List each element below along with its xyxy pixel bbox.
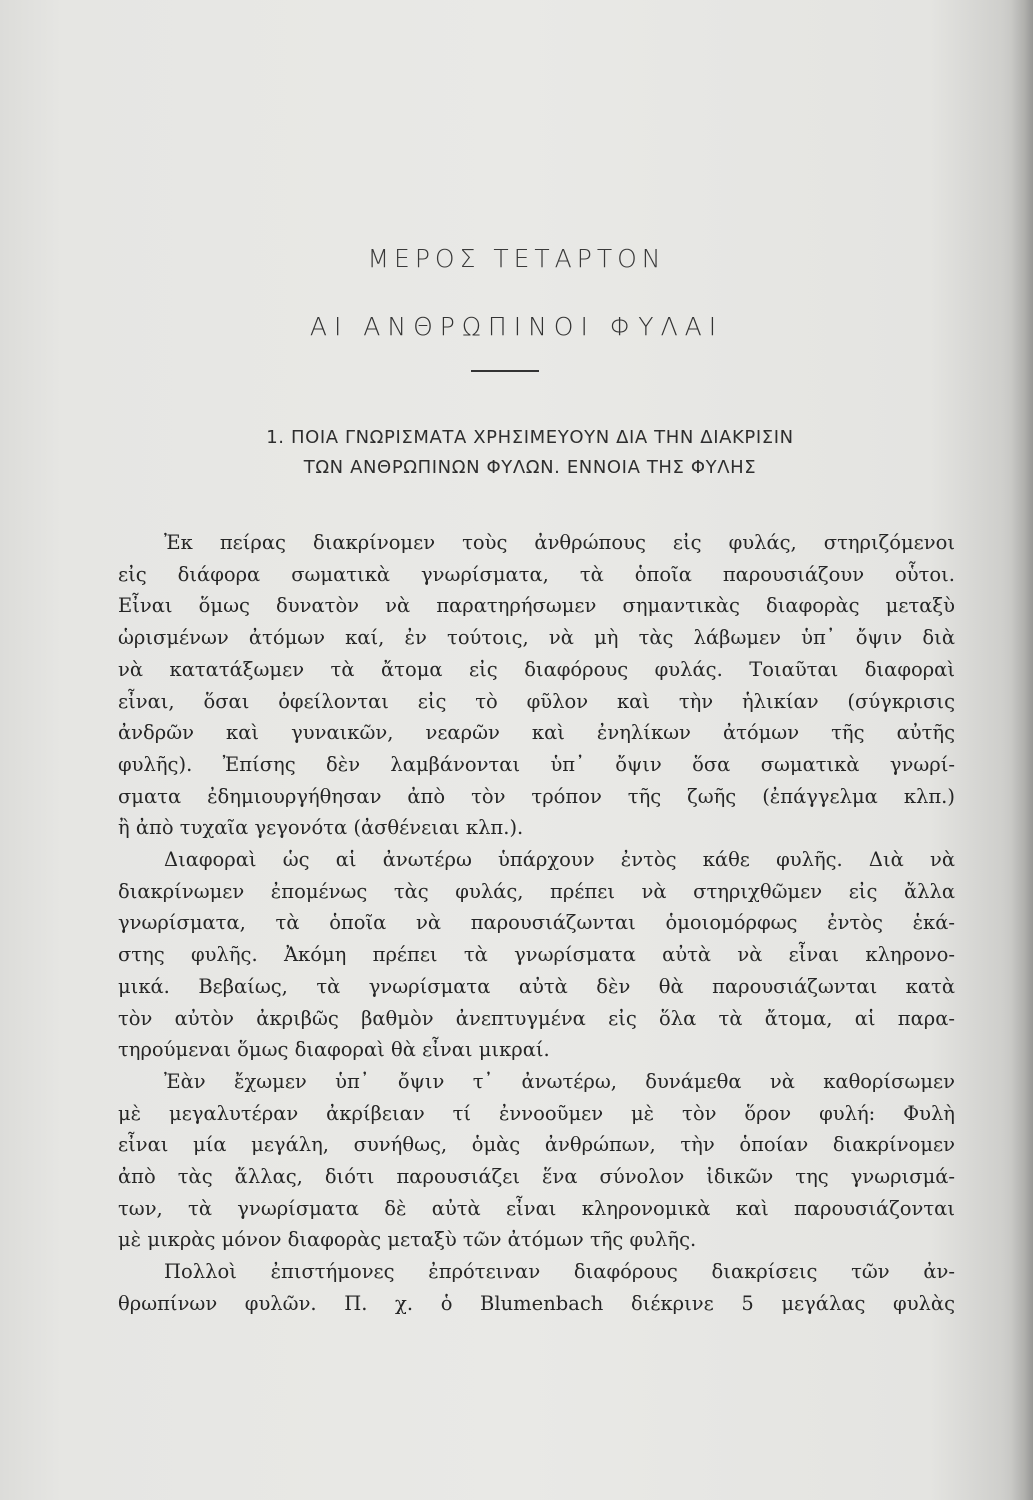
body-text (118, 527, 955, 1320)
text-line: Εἶναι ὅμως δυνατὸν νὰ παρατηρήσωμεν σημαντικὰς διαφορὰς μεταξὺ (118, 594, 955, 618)
chapter-heading (190, 423, 870, 483)
text-line: μὲ μικρὰς μόνον διαφορὰς μεταξὺ τῶν ἀτόμων τῆς φυλῆς. (118, 1228, 697, 1252)
text-line: Ἐκ πείρας διακρίνομεν τοὺς ἀνθρώπους εἰς φυλάς, στηριζόμενοι (164, 531, 955, 554)
text-line: νὰ κατατάξωμεν τὰ ἄτομα εἰς διαφόρους φυλάς. Τοιαῦται διαφοραὶ (118, 657, 955, 681)
text-line: Πολλοὶ ἐπιστήμονες ἐπρότειναν διαφόρους διακρίσεις τῶν ἀν- (164, 1260, 955, 1284)
text-line: γνωρίσματα, τὰ ὁποῖα νὰ παρουσιάζωνται ὁμοιομόρφως ἐντὸς ἑκά- (118, 911, 955, 935)
text-line: διακρίνωμεν ἐπομένως τὰς φυλάς, πρέπει νὰ στηριχθῶμεν εἰς ἄλλα (118, 879, 955, 903)
text-line: εἰς διάφορα σωματικὰ γνωρίσματα, τὰ ὁποῖα παρουσιάζουν οὗτοι. (118, 562, 955, 586)
page-gutter-shadow (1011, 0, 1033, 1500)
text-line: εἶναι μία μεγάλη, συνήθως, ὁμὰς ἀνθρώπων, τὴν ὁποίαν διακρίνομεν (118, 1133, 955, 1157)
text-line: ἢ ἀπὸ τυχαῖα γεγονότα (ἀσθένειαι κλπ.). (118, 816, 524, 840)
part-title: ΜΕΡΟΣ ΤΕΤΑΡΤΟΝ (367, 244, 666, 273)
text-line: Ἐὰν ἔχωμεν ὑπ᾿ ὄψιν τ᾿ ἀνωτέρω, δυνάμεθα νὰ καθορίσωμεν (164, 1069, 955, 1093)
section-title: ΑΙ ΑΝΘΡΩΠΙΝΟΙ ΦΥΛΑΙ (309, 312, 724, 341)
chapter-heading-line: 1. ΠΟΙΑ ΓΝΩΡΙΣΜΑΤΑ ΧΡΗΣΙΜΕΥΟΥΝ ΔΙΑ ΤΗΝ ΔΙΑΚΡΙΣΙΝ (266, 427, 794, 448)
text-line: Διαφοραὶ ὡς αἱ ἀνωτέρω ὑπάρχουν ἐντὸς κάθε φυλῆς. Διὰ νὰ (164, 848, 955, 872)
text-line: εἶναι, ὅσαι ὀφείλονται εἰς τὸ φῦλον καὶ τὴν ἡλικίαν (σύγκρισις (118, 689, 955, 713)
text-line: στης φυλῆς. Ἀκόμη πρέπει τὰ γνωρίσματα αὐτὰ νὰ εἶναι κληρονο- (118, 943, 955, 967)
paragraph (118, 527, 955, 844)
paragraph (118, 844, 955, 1066)
text-line: μὲ μεγαλυτέραν ἀκρίβειαν τί ἐννοοῦμεν μὲ τὸν ὅρον φυλή: Φυλὴ (118, 1101, 955, 1125)
text-line: φυλῆς). Ἐπίσης δὲν λαμβάνονται ὑπ᾿ ὄψιν ὅσα σωματικὰ γνωρί- (118, 752, 955, 776)
text-line: ἀνδρῶν καὶ γυναικῶν, νεαρῶν καὶ ἐνηλίκων ἀτόμων τῆς αὐτῆς (118, 721, 955, 745)
text-line: ὡρισμένων ἀτόμων καί, ἐν τούτοις, νὰ μὴ τὰς λάβωμεν ὑπ᾿ ὄψιν διὰ (118, 626, 955, 650)
text-line: τὸν αὐτὸν ἀκριβῶς βαθμὸν ἀνεπτυγμένα εἰς ὅλα τὰ ἄτομα, αἱ παρα- (118, 1006, 955, 1030)
chapter-heading-line: ΤΩΝ ΑΝΘΡΩΠΙΝΩΝ ΦΥΛΩΝ. ΕΝΝΟΙΑ ΤΗΣ ΦΥΛΗΣ (303, 457, 757, 478)
text-line: μικά. Βεβαίως, τὰ γνωρίσματα αὐτὰ δὲν θὰ παρουσιάζωνται κατὰ (118, 974, 955, 998)
paragraph (118, 1066, 955, 1256)
text-line: τηρούμεναι ὅμως διαφοραὶ θὰ εἶναι μικραί. (118, 1038, 550, 1062)
text-line: θρωπίνων φυλῶν. Π. χ. ὁ Blumenbach διέκρινε 5 μεγάλας φυλὰς (118, 1291, 955, 1315)
title-divider (471, 370, 539, 372)
text-line: σματα ἐδημιουργήθησαν ἀπὸ τὸν τρόπον τῆς ζωῆς (ἐπάγγελμα κλπ.) (118, 784, 955, 808)
text-line: ἀπὸ τὰς ἄλλας, διότι παρουσιάζει ἕνα σύνολον ἰδικῶν της γνωρισμά- (118, 1165, 955, 1189)
text-line: των, τὰ γνωρίσματα δὲ αὐτὰ εἶναι κληρονομικὰ καὶ παρουσιάζονται (118, 1196, 955, 1220)
paragraph (118, 1256, 955, 1319)
